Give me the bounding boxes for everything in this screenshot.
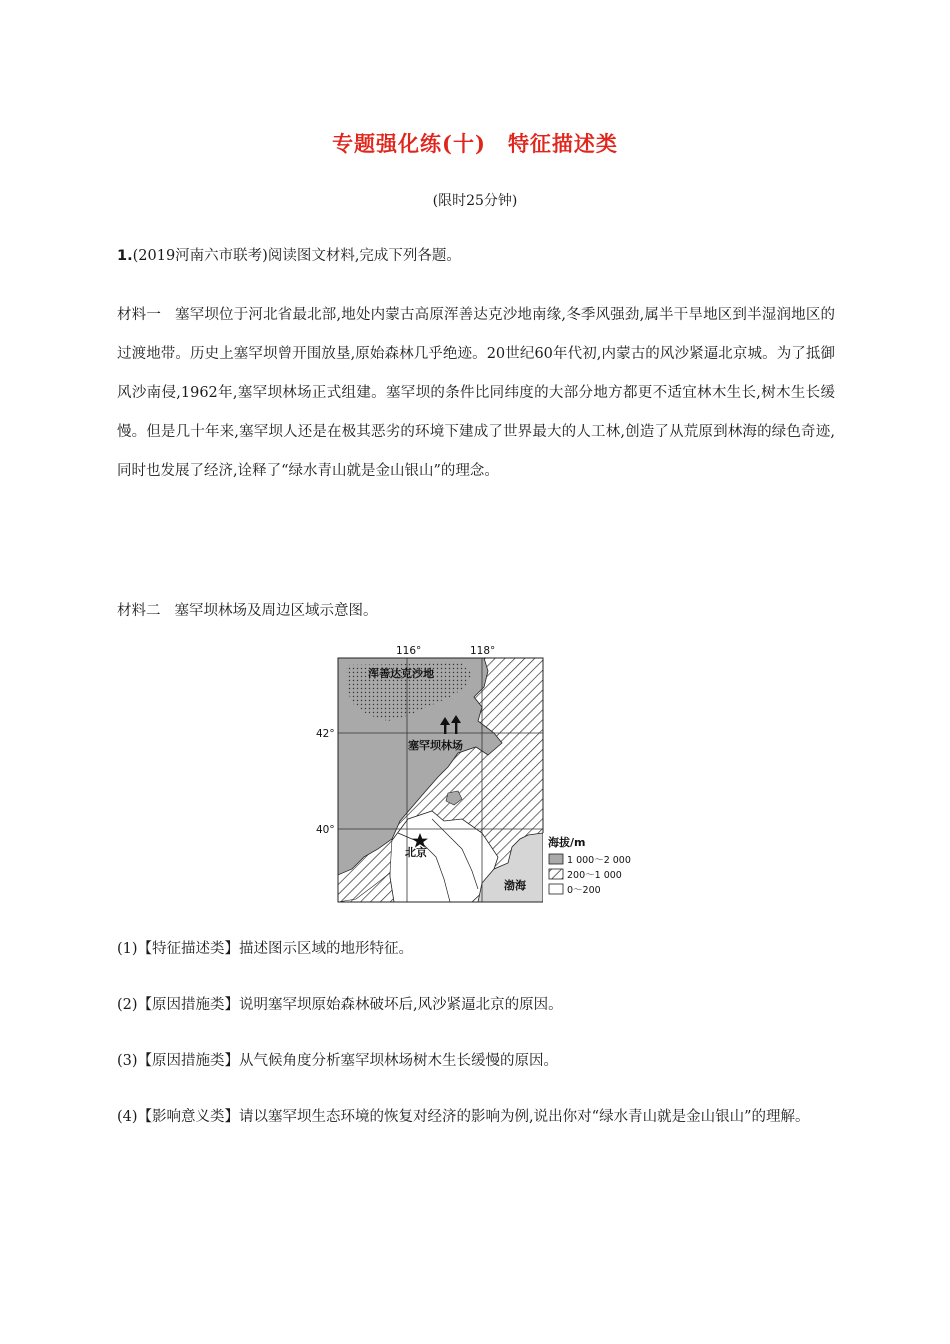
lon-label-118: 118°	[470, 645, 496, 657]
subquestion-4-text: 请以塞罕坝生态环境的恢复对经济的影响为例,说出你对“绿水青山就是金山银山”的理解。	[239, 1109, 810, 1125]
subquestion-4-tag: 【影响意义类】	[137, 1109, 240, 1125]
legend-label-mid: 200～1 000	[567, 870, 622, 881]
subquestion-2-tag: 【原因措施类】	[137, 997, 240, 1013]
material-two-label: 材料二	[117, 603, 161, 619]
subquestion-3-num: (3)	[117, 1053, 138, 1069]
question-intro: (2019河南六市联考)阅读图文材料,完成下列各题。	[132, 248, 461, 264]
desert-label: 浑善达克沙地	[368, 667, 434, 680]
legend-label-low: 0～200	[567, 885, 601, 896]
legend-label-highland: 1 000～2 000	[567, 855, 631, 866]
subquestion-2	[117, 986, 835, 1024]
title-part2: 特征描述类	[507, 131, 618, 156]
material-one-text: 塞罕坝位于河北省最北部,地处内蒙古高原浑善达克沙地南缘,冬季风强劲,属半干旱地区到半湿润地区的过渡地带。历史上塞罕坝曾开围放垦,原始森林几乎绝迹。20世纪60年代初,内蒙古的风沙紧逼北京城。为了抵御风沙南侵,1962年,塞罕坝林场正式组建。塞罕坝的条件比同纬度的大部分地方都更不适宜林木生长,树木生长缓慢。但是几十年来,塞罕坝人还是在极其恶劣的环境下建成了世界最大的人工林,创造了从荒原到林海的绿色奇迹,同时也发展了经济,诠释了“绿水青山就是金山银山”的理念。	[117, 307, 835, 479]
legend-swatch-highland	[549, 854, 563, 864]
lat-label-40: 40°	[316, 824, 335, 836]
sea-label: 渤海	[504, 879, 526, 892]
forest-label: 塞罕坝林场	[408, 739, 463, 752]
subquestion-1-text: 描述图示区域的地形特征。	[239, 941, 414, 957]
lat-label-42: 42°	[316, 728, 335, 740]
city-label: 北京	[405, 846, 427, 859]
subquestion-1-tag: 【特征描述类】	[137, 941, 240, 957]
title-part1: 专题强化练(十)	[332, 131, 486, 156]
page-title	[0, 128, 950, 158]
lon-label-116: 116°	[396, 645, 422, 657]
subquestion-1	[117, 930, 835, 968]
subquestion-1-num: (1)	[117, 941, 138, 957]
legend-swatch-low	[549, 884, 563, 894]
region-map-svg	[312, 643, 642, 905]
subquestion-4	[117, 1098, 835, 1136]
time-limit: (限时25分钟)	[432, 193, 518, 209]
material-two	[117, 592, 835, 631]
subquestion-2-text: 说明塞罕坝原始森林破坏后,风沙紧逼北京的原因。	[239, 997, 563, 1013]
question-header	[117, 244, 461, 265]
subquestion-3-tag: 【原因措施类】	[137, 1053, 240, 1069]
subquestion-3	[117, 1042, 835, 1080]
subquestion-2-num: (2)	[117, 997, 138, 1013]
legend-swatch-mid	[549, 869, 563, 879]
subquestion-4-num: (4)	[117, 1109, 138, 1125]
region-map	[312, 643, 642, 905]
subquestion-3-text: 从气候角度分析塞罕坝林场树木生长缓慢的原因。	[239, 1053, 559, 1069]
material-one	[117, 296, 835, 491]
material-one-label: 材料一	[117, 307, 162, 323]
material-two-text: 塞罕坝林场及周边区域示意图。	[174, 603, 378, 619]
legend-title: 海拔/m	[548, 836, 586, 849]
question-number: 1.	[117, 248, 133, 264]
